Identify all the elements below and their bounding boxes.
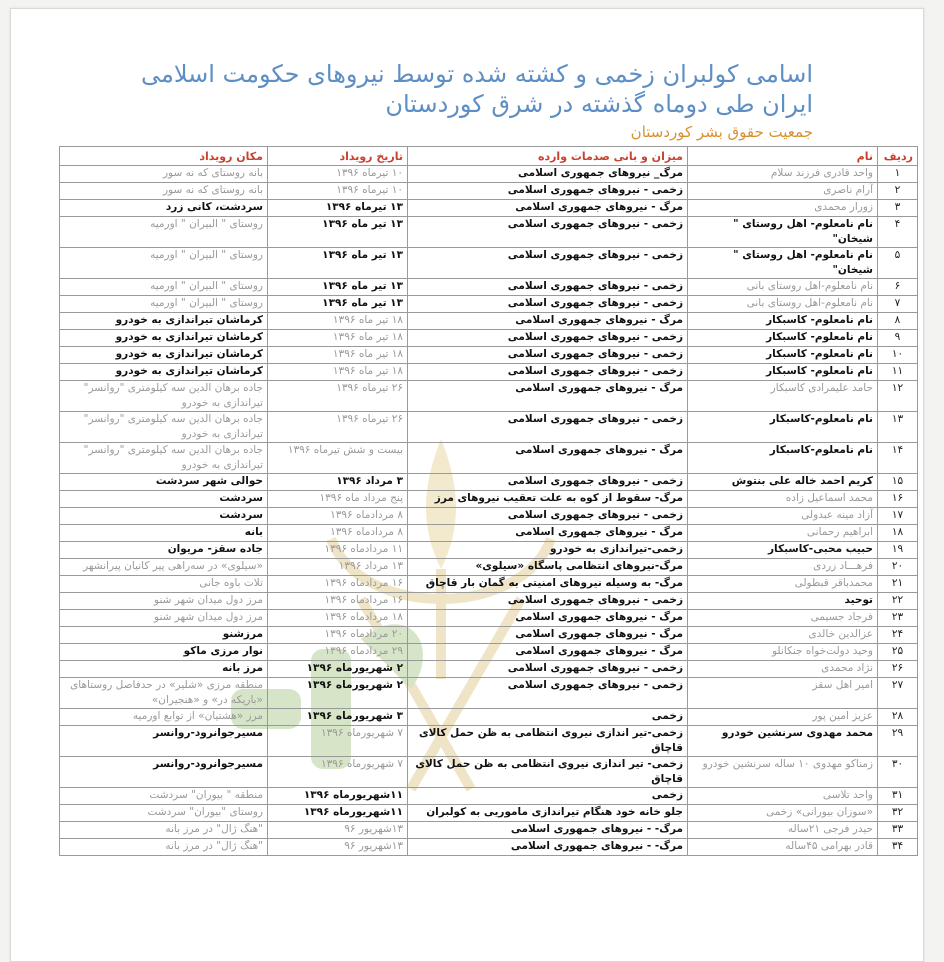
date-cell: ۷ شهریورماه ۱۳۹۶: [268, 726, 408, 757]
row-number: ۲۲: [878, 593, 918, 610]
place-cell: تلات باوه جانی: [60, 576, 268, 593]
row-number: ۱: [878, 166, 918, 183]
place-cell: مرز «هشتیان» از توابع اورمیه: [60, 709, 268, 726]
harm-cell: زخمی - نیروهای جمهوری اسلامی: [408, 364, 688, 381]
date-cell: ۱۱ مردادماه ۱۳۹۶: [268, 542, 408, 559]
harm-cell: زخمی: [408, 709, 688, 726]
table-row: [60, 443, 918, 474]
name-cell: حیدر فرجی ۲۱ساله: [688, 822, 878, 839]
date-cell: ۱۳شهریور ۹۶: [268, 822, 408, 839]
row-number: ۳۳: [878, 822, 918, 839]
name-cell: محمد اسماعیل زاده: [688, 491, 878, 508]
table-header-row: [60, 147, 918, 166]
row-number: ۲۱: [878, 576, 918, 593]
date-cell: ۱۰ تیرماه ۱۳۹۶: [268, 183, 408, 200]
harm-cell: مرگ - نیروهای جمهوری اسلامی: [408, 610, 688, 627]
name-cell: فرهـــاد زردی: [688, 559, 878, 576]
table-row: [60, 474, 918, 491]
place-cell: روستای "بیوران" سردشت: [60, 805, 268, 822]
date-cell: ۱۸ تیر ماه ۱۳۹۶: [268, 313, 408, 330]
row-number: ۲۷: [878, 678, 918, 709]
table-row: [60, 726, 918, 757]
header-place: مکان رویداد: [60, 147, 268, 166]
date-cell: ۱۸ مردادماه ۱۳۹۶: [268, 610, 408, 627]
row-number: ۲: [878, 183, 918, 200]
table-row: [60, 183, 918, 200]
date-cell: ۲ شهریورماه ۱۳۹۶: [268, 661, 408, 678]
date-cell: ۲۹ مردادماه ۱۳۹۶: [268, 644, 408, 661]
harm-cell: زخمی - نیروهای جمهوری اسلامی: [408, 661, 688, 678]
harm-cell: مرگ - نیروهای جمهوری اسلامی: [408, 627, 688, 644]
harm-cell: زخمی - نیروهای جمهوری اسلامی: [408, 217, 688, 248]
name-cell: وحید دولت‌خواه جنکانلو: [688, 644, 878, 661]
row-number: ۳۱: [878, 788, 918, 805]
harm-cell: زخمی - نیروهای جمهوری اسلامی: [408, 279, 688, 296]
row-number: ۱۳: [878, 412, 918, 443]
place-cell: مرز دول میدان شهر شنو: [60, 593, 268, 610]
table-row: [60, 822, 918, 839]
name-cell: نام نامعلوم-کاسبکار: [688, 412, 878, 443]
name-cell: نام نامعلوم-اهل روستای بانی: [688, 279, 878, 296]
table-row: [60, 200, 918, 217]
date-cell: ۱۳ تیر ماه ۱۳۹۶: [268, 296, 408, 313]
date-cell: ۱۱شهریورماه ۱۳۹۶: [268, 805, 408, 822]
harm-cell: زخمی: [408, 788, 688, 805]
name-cell: نام نامعلوم- کاسبکار: [688, 347, 878, 364]
organization-name: جمعیت حقوق بشر کوردستان: [630, 123, 813, 141]
name-cell: حبیب محبی-کاسبکار: [688, 542, 878, 559]
table-row: [60, 166, 918, 183]
name-cell: نژاد محمدی: [688, 661, 878, 678]
harm-cell: زخمی- تیر اندازی نیروی انتظامی به ظن حمل کالای قاچاق: [408, 757, 688, 788]
date-cell: ۱۶ مردادماه ۱۳۹۶: [268, 576, 408, 593]
date-cell: ۲۰ مردادماه ۱۳۹۶: [268, 627, 408, 644]
place-cell: "هنگ ژال" در مرز بانه: [60, 822, 268, 839]
table-row: [60, 678, 918, 709]
harm-cell: مرگ- - نیروهای جمهوری اسلامی: [408, 822, 688, 839]
table-row: [60, 576, 918, 593]
header-date: تاریخ رویداد: [268, 147, 408, 166]
row-number: ۲۵: [878, 644, 918, 661]
row-number: ۱۱: [878, 364, 918, 381]
name-cell: واحد قادری فرزند سلام: [688, 166, 878, 183]
row-number: ۵: [878, 248, 918, 279]
harm-cell: زخمی - نیروهای جمهوری اسلامی: [408, 678, 688, 709]
harm-cell: مرگ - نیروهای جمهوری اسلامی: [408, 644, 688, 661]
harm-cell: مرگ - نیروهای جمهوری اسلامی: [408, 443, 688, 474]
row-number: ۳۰: [878, 757, 918, 788]
place-cell: کرماشان تیراندازی به خودرو: [60, 330, 268, 347]
name-cell: نام نامعلوم- کاسبکار: [688, 364, 878, 381]
name-cell: محمد مهدوی سرنشین خودرو: [688, 726, 878, 757]
place-cell: روستای " البیران " اورمیه: [60, 279, 268, 296]
harm-cell: زخمی - نیروهای جمهوری اسلامی: [408, 330, 688, 347]
date-cell: ۱۳ تیر ماه ۱۳۹۶: [268, 248, 408, 279]
row-number: ۱۷: [878, 508, 918, 525]
date-cell: ۲۶ تیرماه ۱۳۹۶: [268, 412, 408, 443]
name-cell: حامد علیمرادی کاسبکار: [688, 381, 878, 412]
table-row: [60, 644, 918, 661]
table-row: [60, 248, 918, 279]
name-cell: ابراهیم رحمانی: [688, 525, 878, 542]
name-cell: فرجاد جسیمی: [688, 610, 878, 627]
title-line-2: ایران طی دوماه گذشته در شرق کوردستان: [385, 90, 813, 118]
row-number: ۹: [878, 330, 918, 347]
date-cell: ۳ مرداد ۱۳۹۶: [268, 474, 408, 491]
harm-cell: زخمی - نیروهای جمهوری اسلامی: [408, 508, 688, 525]
place-cell: "هنگ ژال" در مرز بانه: [60, 839, 268, 856]
table-row: [60, 279, 918, 296]
harm-cell: زخمی - نیروهای جمهوری اسلامی: [408, 347, 688, 364]
table-row: [60, 347, 918, 364]
date-cell: ۱۳ تیر ماه ۱۳۹۶: [268, 279, 408, 296]
table-row: [60, 839, 918, 856]
place-cell: روستای " البیران " اورمیه: [60, 217, 268, 248]
date-cell: ۸ مردادماه ۱۳۹۶: [268, 525, 408, 542]
table-row: [60, 542, 918, 559]
place-cell: جاده برهان الدین سه کیلومتری "روانسر" تیراندازی به خودرو: [60, 381, 268, 412]
name-cell: توحید: [688, 593, 878, 610]
harm-cell: مرگ - نیروهای جمهوری اسلامی: [408, 313, 688, 330]
name-cell: نام نامعلوم- کاسبکار: [688, 330, 878, 347]
name-cell: نام نامعلوم-کاسبکار: [688, 443, 878, 474]
row-number: ۲۴: [878, 627, 918, 644]
row-number: ۱۸: [878, 525, 918, 542]
name-cell: آرام ناصری: [688, 183, 878, 200]
date-cell: ۱۸ تیر ماه ۱۳۹۶: [268, 364, 408, 381]
date-cell: پنج مرداد ماه ۱۳۹۶: [268, 491, 408, 508]
date-cell: ۱۳ تیر ماه ۱۳۹۶: [268, 217, 408, 248]
table-row: [60, 412, 918, 443]
table-row: [60, 296, 918, 313]
date-cell: ۱۳ مرداد ۱۳۹۶: [268, 559, 408, 576]
date-cell: ۱۳شهریور ۹۶: [268, 839, 408, 856]
place-cell: سردشت: [60, 491, 268, 508]
harm-cell: جلو خانه خود هنگام تیراندازی ماموریی به کولبران: [408, 805, 688, 822]
place-cell: مسیرجوانرود-روانسر: [60, 757, 268, 788]
name-cell: آزاد مینه عبدولی: [688, 508, 878, 525]
row-number: ۲۰: [878, 559, 918, 576]
harm-cell: مرگ- سقوط از کوه به علت تعقیب نیروهای مرز: [408, 491, 688, 508]
row-number: ۱۲: [878, 381, 918, 412]
place-cell: مرز بانه: [60, 661, 268, 678]
harm-cell: مرگ-نیروهای انتظامی پاسگاه «سیلوی»: [408, 559, 688, 576]
table-row: [60, 381, 918, 412]
harm-cell: مرگ- - نیروهای جمهوری اسلامی: [408, 839, 688, 856]
date-cell: ۱۱شهریورماه ۱۳۹۶: [268, 788, 408, 805]
name-cell: زورار محمدی: [688, 200, 878, 217]
name-cell: محمدباقر قبطولی: [688, 576, 878, 593]
place-cell: کرماشان تیراندازی به خودرو: [60, 347, 268, 364]
harm-cell: زخمی - نیروهای جمهوری اسلامی: [408, 474, 688, 491]
name-cell: نام نامعلوم-اهل روستای بانی: [688, 296, 878, 313]
harm-cell: زخمی - نیروهای جمهوری اسلامی: [408, 183, 688, 200]
place-cell: جاده برهان الدین سه کیلومتری "روانسر" تیراندازی به خودرو: [60, 443, 268, 474]
place-cell: نوار مرزی ماکو: [60, 644, 268, 661]
harm-cell: مرگ- به وسیله نیروهای امنیتی به گمان بار قاچاق: [408, 576, 688, 593]
row-number: ۱۹: [878, 542, 918, 559]
table-row: [60, 627, 918, 644]
name-cell: امیر اهل سقز: [688, 678, 878, 709]
date-cell: ۸ مردادماه ۱۳۹۶: [268, 508, 408, 525]
date-cell: ۲ شهریورماه ۱۳۹۶: [268, 678, 408, 709]
place-cell: کرماشان تیراندازی به خودرو: [60, 364, 268, 381]
table-row: [60, 330, 918, 347]
date-cell: ۷ شهریورماه ۱۳۹۶: [268, 757, 408, 788]
table-row: [60, 559, 918, 576]
table-row: [60, 491, 918, 508]
row-number: ۲۳: [878, 610, 918, 627]
place-cell: منطقه مرزی «شلیر» در حدفاصل روستاهای «باریکه در» و «هنجیران»: [60, 678, 268, 709]
row-number: ۴: [878, 217, 918, 248]
place-cell: بانه روستای که نه سور: [60, 166, 268, 183]
row-number: ۳: [878, 200, 918, 217]
table-row: [60, 593, 918, 610]
harm-cell: مرگ - نیروهای جمهوری اسلامی: [408, 200, 688, 217]
row-number: ۲۶: [878, 661, 918, 678]
place-cell: جاده برهان الدین سه کیلومتری "روانسر" تیراندازی به خودرو: [60, 412, 268, 443]
harm-cell: زخمی - نیروهای جمهوری اسلامی: [408, 296, 688, 313]
table-row: [60, 364, 918, 381]
place-cell: کرماشان تیراندازی به خودرو: [60, 313, 268, 330]
name-cell: عزالدین خالدی: [688, 627, 878, 644]
harm-cell: مرگ - نیروهای جمهوری اسلامی: [408, 525, 688, 542]
table-row: [60, 788, 918, 805]
table-row: [60, 313, 918, 330]
place-cell: سردشت: [60, 508, 268, 525]
date-cell: ۱۸ تیر ماه ۱۳۹۶: [268, 330, 408, 347]
header-name: نام: [688, 147, 878, 166]
table-row: [60, 508, 918, 525]
table-row: [60, 525, 918, 542]
title-block: [141, 59, 813, 143]
name-cell: نام نامعلوم- اهل روستای " شیخان": [688, 217, 878, 248]
place-cell: روستای " البیران " اورمیه: [60, 248, 268, 279]
table-row: [60, 661, 918, 678]
row-number: ۷: [878, 296, 918, 313]
row-number: ۸: [878, 313, 918, 330]
row-number: ۲۸: [878, 709, 918, 726]
harm-cell: زخمی - نیروهای جمهوری اسلامی: [408, 248, 688, 279]
row-number: ۳۲: [878, 805, 918, 822]
table-row: [60, 805, 918, 822]
place-cell: روستای " البیران " اورمیه: [60, 296, 268, 313]
harm-cell: زخمی-تیر اندازی نیروی انتظامی به ظن حمل کالای قاچاق: [408, 726, 688, 757]
place-cell: بانه: [60, 525, 268, 542]
name-cell: واحد تلاسی: [688, 788, 878, 805]
name-cell: کریم احمد خاله علی بنتوش: [688, 474, 878, 491]
row-number: ۶: [878, 279, 918, 296]
name-cell: زمناکو مهدوی ۱۰ ساله سرنشین خودرو: [688, 757, 878, 788]
place-cell: منطقه " بیوران" سردشت: [60, 788, 268, 805]
table-body: [60, 166, 918, 856]
title-line-1: اسامی کولبران زخمی و کشته شده توسط نیروهای حکومت اسلامی: [141, 60, 813, 88]
name-cell: «سوزان بیورانی» زخمی: [688, 805, 878, 822]
harm-cell: زخمی - نیروهای جمهوری اسلامی: [408, 593, 688, 610]
place-cell: مرز دول میدان شهر شنو: [60, 610, 268, 627]
place-cell: «سیلوی» در سه‌راهی پیر کانیان پیرانشهر: [60, 559, 268, 576]
place-cell: بانه روستای که نه سور: [60, 183, 268, 200]
date-cell: بیست و شش تیرماه ۱۳۹۶: [268, 443, 408, 474]
row-number: ۲۹: [878, 726, 918, 757]
row-number: ۱۰: [878, 347, 918, 364]
header-harm: میزان و بانی صدمات وارده: [408, 147, 688, 166]
table-row: [60, 610, 918, 627]
row-number: ۱۶: [878, 491, 918, 508]
name-cell: عزیز امین پور: [688, 709, 878, 726]
harm-cell: مرگ_ نیروهای جمهوری اسلامی: [408, 166, 688, 183]
row-number: ۱۵: [878, 474, 918, 491]
date-cell: ۲۶ تیرماه ۱۳۹۶: [268, 381, 408, 412]
row-number: ۳۴: [878, 839, 918, 856]
harm-cell: مرگ - نیروهای جمهوری اسلامی: [408, 381, 688, 412]
date-cell: ۱۶ مردادماه ۱۳۹۶: [268, 593, 408, 610]
harm-cell: زخمی - نیروهای جمهوری اسلامی: [408, 412, 688, 443]
name-cell: قادر بهرامی ۴۵ساله: [688, 839, 878, 856]
table-row: [60, 217, 918, 248]
date-cell: ۱۸ تیر ماه ۱۳۹۶: [268, 347, 408, 364]
place-cell: مسیرجوانرود-روانسر: [60, 726, 268, 757]
name-cell: نام نامعلوم- کاسبکار: [688, 313, 878, 330]
harm-cell: زخمی-تیراندازی به خودرو: [408, 542, 688, 559]
date-cell: ۱۳ تیرماه ۱۳۹۶: [268, 200, 408, 217]
place-cell: سردشت، کانی زرد: [60, 200, 268, 217]
date-cell: ۳ شهریورماه ۱۳۹۶: [268, 709, 408, 726]
document-page: [10, 8, 924, 962]
casualties-table: [59, 146, 918, 856]
name-cell: نام نامعلوم- اهل روستای " شیخان": [688, 248, 878, 279]
table-row: [60, 757, 918, 788]
place-cell: مرزشنو: [60, 627, 268, 644]
row-number: ۱۴: [878, 443, 918, 474]
place-cell: جاده سقز- مریوان: [60, 542, 268, 559]
place-cell: حوالی شهر سردشت: [60, 474, 268, 491]
header-row-number: ردیف: [878, 147, 918, 166]
table-row: [60, 709, 918, 726]
date-cell: ۱۰ تیرماه ۱۳۹۶: [268, 166, 408, 183]
